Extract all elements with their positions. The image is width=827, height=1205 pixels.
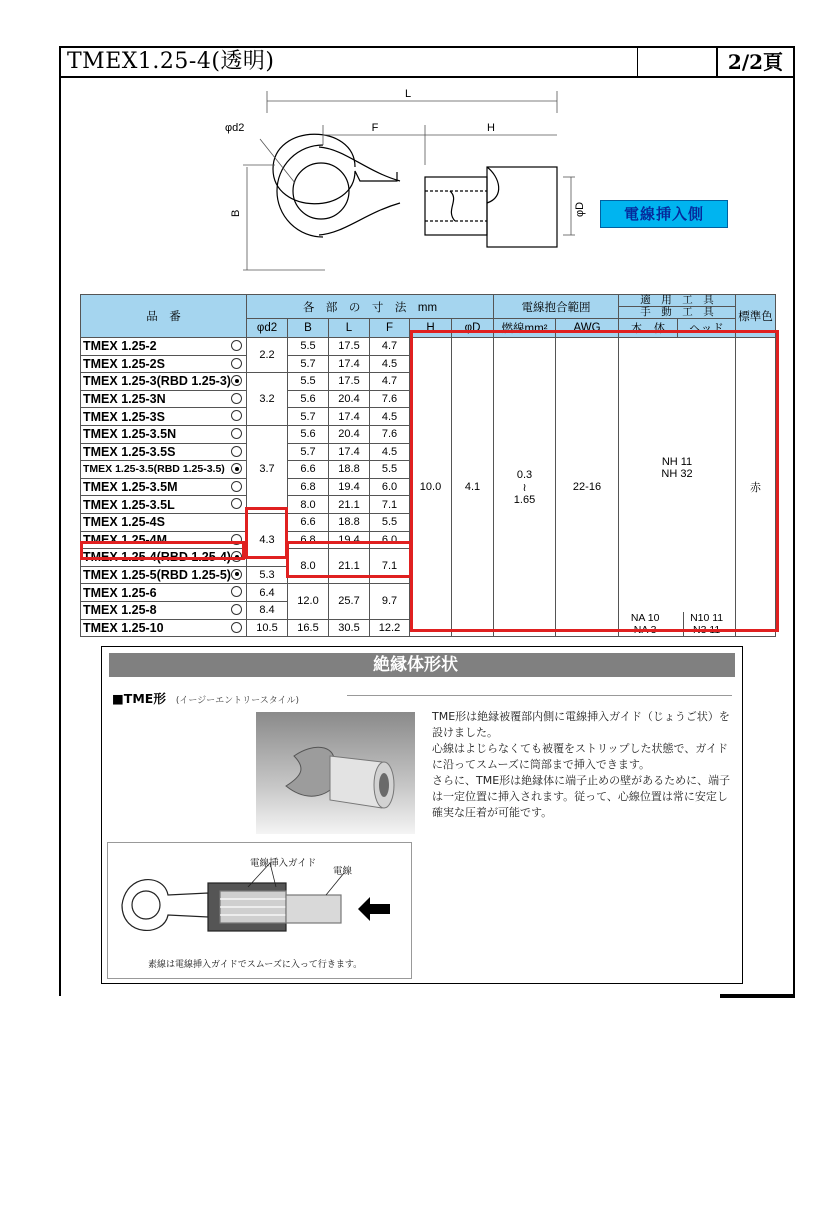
h-cell: 10.0	[410, 338, 452, 637]
col-tool	[619, 295, 736, 319]
description-paragraph: TME形は絶縁被覆部内側に電線挿入ガイド（じょうご状）を設けました。	[432, 710, 730, 739]
l-cell: 30.5	[329, 619, 370, 637]
l-cell: 18.8	[329, 513, 370, 531]
d2-cell: 4.3	[247, 513, 288, 566]
standard-mark-icon	[231, 569, 242, 580]
col-tool-label: 適 用 工 具	[640, 294, 714, 306]
d2-cell: 8.4	[247, 601, 288, 619]
d2-cell: 10.5	[247, 619, 288, 637]
f-cell: 7.6	[370, 425, 410, 443]
footer-bar	[720, 994, 795, 998]
part-number: TMEX 1.25-3.5N	[83, 427, 177, 442]
part-number-cell	[81, 390, 247, 408]
f-cell: 12.2	[370, 619, 410, 637]
available-mark-icon	[231, 446, 242, 457]
available-mark-icon	[231, 586, 242, 597]
available-mark-icon	[231, 340, 242, 351]
f-cell: 7.1	[370, 549, 410, 584]
wire-label: 電線	[333, 866, 353, 877]
d2-cell: 3.7	[247, 425, 288, 513]
dim-label-d2: φd2	[225, 122, 245, 134]
section-divider	[347, 695, 732, 696]
f-cell: 4.5	[370, 355, 410, 373]
guide-label: 電線挿入ガイド	[250, 858, 317, 869]
type-label: ■TME形	[112, 691, 166, 706]
col-wire-range: 電線抱合範囲	[494, 295, 619, 319]
col-dims: 各 部 の 寸 法 mm	[247, 295, 494, 319]
d2-cell: 6.4	[247, 584, 288, 602]
tool-na3: NA 3	[633, 624, 657, 637]
dim-label-B: B	[230, 209, 242, 217]
f-cell: 4.7	[370, 338, 410, 356]
l-cell: 21.1	[329, 496, 370, 514]
wire-insertion-side-badge: 電線挿入側	[600, 200, 728, 228]
awg-cell: 22-16	[556, 338, 619, 637]
part-number-cell	[81, 443, 247, 461]
diagram-caption: 素線は電線挿入ガイドでスムーズに入って行きます。	[148, 960, 363, 970]
part-number: TMEX 1.25-3.5M	[83, 480, 178, 495]
f-cell: 4.5	[370, 408, 410, 426]
section-title: 絶縁体形状	[109, 653, 735, 677]
tool-nh11: NH 11	[661, 456, 693, 468]
description-paragraph: さらに、TME形は絶縁体に端子止めの壁があるために、端子は一定位置に挿入されます。従って、心線位置は常に安定し確実な圧着が可能です。	[432, 774, 731, 819]
part-number-cell	[81, 373, 247, 391]
l-cell: 19.4	[329, 531, 370, 549]
l-cell: 17.4	[329, 443, 370, 461]
f-cell: 6.0	[370, 531, 410, 549]
available-mark-icon	[231, 410, 242, 421]
standard-mark-icon	[231, 375, 242, 386]
l-cell: 21.1	[329, 549, 370, 584]
description-paragraph: 心線はよじらなくても被覆をストリップした状態で、ガイドに沿ってスムーズに筒部まで挿入できます。	[432, 742, 729, 771]
b-cell: 6.8	[288, 531, 329, 549]
col-L: L	[329, 319, 370, 338]
part-number: TMEX 1.25-2S	[83, 356, 165, 371]
available-mark-icon	[231, 393, 242, 404]
f-cell: 4.5	[370, 443, 410, 461]
l-cell: 25.7	[329, 584, 370, 619]
standard-mark-icon	[231, 551, 242, 562]
col-tool-hand: 手 動 工 具	[619, 306, 735, 318]
d2-cell: 2.2	[247, 338, 288, 373]
part-number-cell	[81, 478, 247, 496]
part-number-cell	[81, 531, 247, 549]
dim-label-H: H	[487, 122, 495, 134]
part-number: TMEX 1.25-3.5L	[83, 497, 175, 512]
part-number: TMEX 1.25-3.5S	[83, 444, 176, 459]
part-number-cell	[81, 549, 247, 567]
col-D: φD	[452, 319, 494, 338]
col-B: B	[288, 319, 329, 338]
part-number: TMEX 1.25-3.5(RBD 1.25-3.5)	[83, 463, 225, 476]
dim-label-L: L	[404, 88, 412, 100]
range-sep: ≀	[522, 481, 527, 494]
part-number-cell	[81, 513, 247, 531]
insulation-shape-section	[101, 646, 743, 984]
d2-cell: 5.3	[247, 566, 288, 584]
part-number-cell	[81, 601, 247, 619]
part-number-cell	[81, 425, 247, 443]
tool-na10: NA 10	[630, 612, 660, 625]
tool-n1011: N10 11	[690, 612, 724, 625]
insertion-diagram	[107, 842, 412, 979]
col-tool-head: ヘッド	[678, 319, 736, 338]
l-cell: 17.5	[329, 373, 370, 391]
available-mark-icon	[231, 622, 242, 633]
b-cell: 8.0	[288, 496, 329, 514]
l-cell: 20.4	[329, 390, 370, 408]
b-cell: 6.8	[288, 478, 329, 496]
available-mark-icon	[231, 428, 242, 439]
f-cell: 7.1	[370, 496, 410, 514]
tool-nh32: NH 32	[661, 468, 693, 480]
f-cell: 9.7	[370, 584, 410, 619]
part-number-cell	[81, 461, 247, 479]
header-blank-cell	[638, 48, 718, 76]
section-description	[432, 709, 737, 821]
b-cell: 6.6	[288, 461, 329, 479]
b-cell: 5.6	[288, 390, 329, 408]
wire-min: 0.3	[516, 468, 533, 481]
available-mark-icon	[231, 604, 242, 615]
terminal-dimension-drawing	[215, 85, 595, 275]
document-title: TMEX1.25-4(透明)	[61, 48, 638, 76]
type-subtitle: (イージーエントリースタイル)	[175, 696, 300, 706]
f-cell: 5.5	[370, 513, 410, 531]
col-d2: φd2	[247, 319, 288, 338]
col-tool-body: 本 体	[619, 319, 678, 338]
part-number: TMEX 1.25-2	[83, 339, 157, 354]
table-row	[81, 338, 776, 356]
part-number-cell	[81, 496, 247, 514]
b-cell: 5.7	[288, 443, 329, 461]
l-cell: 17.4	[329, 355, 370, 373]
part-number-cell	[81, 566, 247, 584]
d2-cell: 3.2	[247, 373, 288, 426]
l-cell: 20.4	[329, 425, 370, 443]
b-cell: 5.7	[288, 355, 329, 373]
document-header	[59, 46, 795, 78]
section-type-heading	[112, 689, 299, 707]
spec-table	[80, 294, 776, 637]
l-cell: 18.8	[329, 461, 370, 479]
col-wire-mm2: 燃線mm²	[494, 319, 556, 338]
col-part-no: 品 番	[81, 295, 247, 338]
f-cell: 5.5	[370, 461, 410, 479]
available-mark-icon	[231, 481, 242, 492]
tool-cell	[619, 338, 736, 637]
part-number: TMEX 1.25-10	[83, 620, 164, 635]
part-number-cell	[81, 619, 247, 637]
dim-label-F: F	[371, 122, 379, 134]
f-cell: 6.0	[370, 478, 410, 496]
col-H: H	[410, 319, 452, 338]
part-number: TMEX 1.25-4M	[83, 532, 168, 547]
available-mark-icon	[231, 358, 242, 369]
part-number: TMEX 1.25-4(RBD 1.25-4)	[83, 550, 231, 565]
part-number: TMEX 1.25-3S	[83, 409, 165, 424]
available-mark-icon	[231, 498, 242, 509]
part-number: TMEX 1.25-3(RBD 1.25-3)	[83, 374, 231, 389]
tool-n311: N3 11	[692, 624, 721, 637]
spec-table-body	[81, 338, 776, 637]
dim-label-D: φD	[574, 201, 586, 217]
part-number-cell	[81, 584, 247, 602]
available-mark-icon	[231, 534, 242, 545]
b-cell: 5.5	[288, 338, 329, 356]
b-cell: 12.0	[288, 584, 329, 619]
l-cell: 17.5	[329, 338, 370, 356]
l-cell: 19.4	[329, 478, 370, 496]
b-cell: 8.0	[288, 549, 329, 584]
part-number: TMEX 1.25-3N	[83, 392, 166, 407]
b-cell: 6.6	[288, 513, 329, 531]
part-number: TMEX 1.25-6	[83, 585, 157, 600]
wire-max: 1.65	[513, 493, 536, 506]
color-cell: 赤	[736, 338, 776, 637]
b-cell: 5.7	[288, 408, 329, 426]
col-color: 標準色	[736, 295, 776, 338]
b-cell: 16.5	[288, 619, 329, 637]
wire-range-cell	[494, 338, 556, 637]
part-number-cell	[81, 408, 247, 426]
b-cell: 5.5	[288, 373, 329, 391]
part-number-cell	[81, 355, 247, 373]
part-number-cell	[81, 338, 247, 356]
page-number: 2/2頁	[727, 50, 784, 74]
b-cell: 5.6	[288, 425, 329, 443]
d-cell: 4.1	[452, 338, 494, 637]
standard-mark-icon	[231, 463, 242, 474]
col-awg: AWG	[556, 319, 619, 338]
col-F: F	[370, 319, 410, 338]
part-number: TMEX 1.25-8	[83, 603, 157, 618]
f-cell: 7.6	[370, 390, 410, 408]
f-cell: 4.7	[370, 373, 410, 391]
part-number: TMEX 1.25-4S	[83, 515, 165, 530]
part-number: TMEX 1.25-5(RBD 1.25-5)	[83, 568, 231, 583]
terminal-photo	[256, 712, 415, 834]
l-cell: 17.4	[329, 408, 370, 426]
